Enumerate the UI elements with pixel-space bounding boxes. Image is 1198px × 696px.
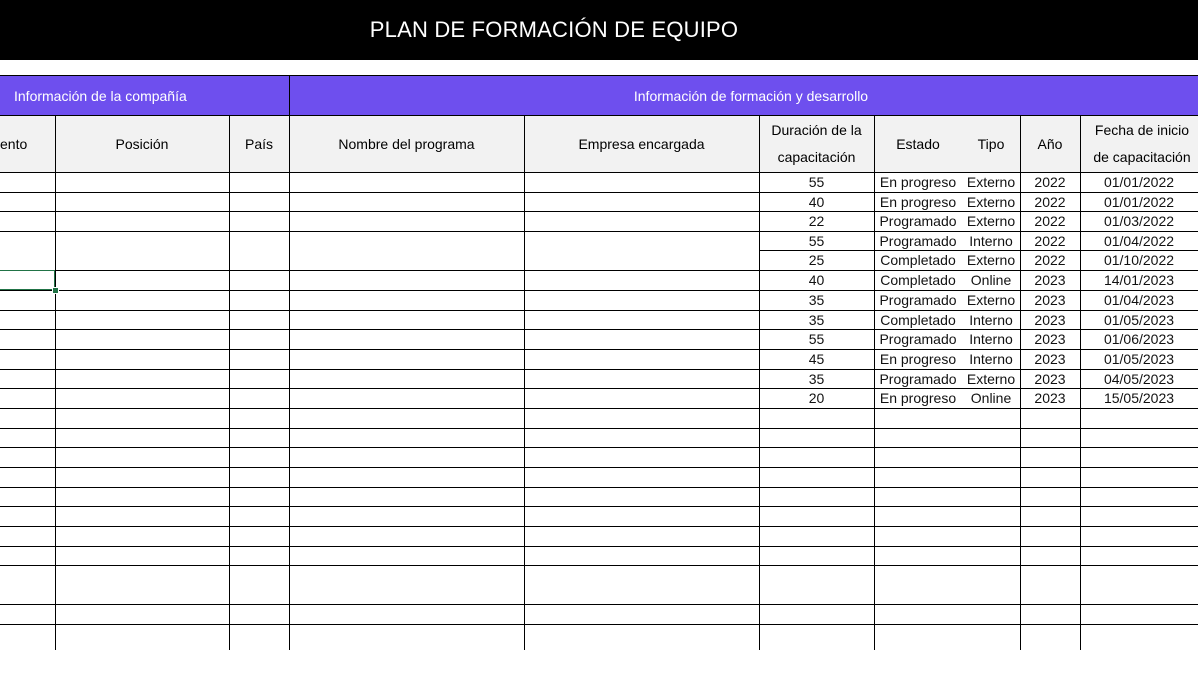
- fill-handle[interactable]: [52, 287, 59, 294]
- column-divider: [874, 116, 875, 650]
- cell-fecha[interactable]: 15/05/2023: [1103, 390, 1175, 406]
- cell-anio[interactable]: 2022: [1034, 174, 1066, 190]
- cell-fecha[interactable]: 01/05/2023: [1103, 351, 1175, 367]
- cell-estado[interactable]: Programado: [879, 213, 957, 229]
- grid-line: [0, 546, 1198, 547]
- grid-line: [0, 447, 1198, 448]
- grid-line: [0, 624, 1198, 625]
- column-divider: [1020, 116, 1021, 650]
- grid-line: [0, 526, 1198, 527]
- column-divider: [1080, 116, 1081, 650]
- grid-line: [0, 565, 1198, 566]
- grid-line: [0, 467, 1198, 468]
- cell-fecha[interactable]: 04/05/2023: [1103, 371, 1175, 387]
- grid-line: [0, 349, 1198, 350]
- grid-line: [0, 290, 1198, 291]
- cell-estado[interactable]: En progreso: [879, 194, 957, 210]
- section-border: [0, 115, 1198, 116]
- grid-line: [0, 487, 1198, 488]
- cell-tipo[interactable]: Interno: [969, 331, 1013, 347]
- grid-line: [0, 270, 1198, 271]
- cell-anio[interactable]: 2023: [1034, 331, 1066, 347]
- cell-duracion[interactable]: 22: [808, 213, 825, 229]
- cell-tipo[interactable]: Externo: [966, 292, 1016, 308]
- cell-tipo[interactable]: Online: [970, 272, 1012, 288]
- cell-tipo[interactable]: Interno: [969, 233, 1013, 249]
- section-divider: [289, 75, 290, 115]
- column-divider: [289, 116, 290, 650]
- cell-tipo[interactable]: Externo: [966, 213, 1016, 229]
- section-training-info[interactable]: Información de formación y desarrollo: [290, 76, 1198, 115]
- section-border: [0, 75, 1198, 76]
- cell-fecha[interactable]: 01/04/2023: [1103, 292, 1175, 308]
- cell-fecha[interactable]: 01/04/2022: [1103, 233, 1175, 249]
- cell-anio[interactable]: 2023: [1034, 292, 1066, 308]
- cell-estado[interactable]: Completado: [880, 252, 956, 268]
- cell-duracion[interactable]: 35: [808, 371, 825, 387]
- cell-fecha[interactable]: 01/10/2022: [1103, 252, 1175, 268]
- header-pais[interactable]: País: [229, 116, 289, 172]
- grid-line: [0, 231, 1198, 232]
- header-programa[interactable]: Nombre del programa: [289, 116, 524, 172]
- grid-line: [0, 329, 1198, 330]
- cell-anio[interactable]: 2022: [1034, 194, 1066, 210]
- grid-line: [0, 428, 1198, 429]
- cell-tipo[interactable]: Interno: [969, 312, 1013, 328]
- cell-anio[interactable]: 2023: [1034, 390, 1066, 406]
- grid-line: [0, 211, 1198, 212]
- cell-tipo[interactable]: Externo: [966, 194, 1016, 210]
- column-divider: [55, 116, 56, 650]
- grid-line: [0, 310, 1198, 311]
- cell-tipo[interactable]: Externo: [966, 174, 1016, 190]
- grid-line: [0, 192, 1198, 193]
- grid-line: [0, 506, 1198, 507]
- cell-anio[interactable]: 2022: [1034, 252, 1066, 268]
- cell-estado[interactable]: Completado: [880, 272, 956, 288]
- cell-fecha[interactable]: 01/01/2022: [1103, 194, 1175, 210]
- cell-estado[interactable]: Programado: [879, 331, 957, 347]
- cell-duracion[interactable]: 45: [808, 351, 825, 367]
- cell-estado[interactable]: Programado: [879, 233, 957, 249]
- cell-duracion[interactable]: 40: [808, 194, 825, 210]
- cell-tipo[interactable]: Externo: [966, 371, 1016, 387]
- cell-estado[interactable]: En progreso: [879, 174, 957, 190]
- header-posicion[interactable]: Posición: [55, 116, 229, 172]
- cell-anio[interactable]: 2023: [1034, 351, 1066, 367]
- cell-fecha[interactable]: 01/03/2022: [1103, 213, 1175, 229]
- cell-anio[interactable]: 2022: [1034, 213, 1066, 229]
- header-tipo[interactable]: Tipo: [962, 116, 1020, 172]
- header-duracion[interactable]: Duración de la capacitación: [759, 116, 874, 172]
- grid-line: [759, 250, 1198, 251]
- cell-duracion[interactable]: 35: [808, 292, 825, 308]
- header-empresa[interactable]: Empresa encargada: [524, 116, 759, 172]
- cell-anio[interactable]: 2023: [1034, 312, 1066, 328]
- cell-tipo[interactable]: Interno: [969, 351, 1013, 367]
- cell-tipo[interactable]: Externo: [966, 252, 1016, 268]
- cell-duracion[interactable]: 40: [808, 272, 825, 288]
- cell-duracion[interactable]: 20: [808, 390, 825, 406]
- cell-estado[interactable]: Programado: [879, 371, 957, 387]
- grid-line: [0, 388, 1198, 389]
- header-bottom-line: [0, 172, 1198, 173]
- cell-duracion[interactable]: 55: [808, 331, 825, 347]
- cell-anio[interactable]: 2022: [1034, 233, 1066, 249]
- cell-duracion[interactable]: 55: [808, 174, 825, 190]
- grid-line: [0, 408, 1198, 409]
- cell-estado[interactable]: En progreso: [879, 351, 957, 367]
- cell-fecha[interactable]: 01/06/2023: [1103, 331, 1175, 347]
- cell-fecha[interactable]: 01/05/2023: [1103, 312, 1175, 328]
- cell-estado[interactable]: Programado: [879, 292, 957, 308]
- cell-duracion[interactable]: 35: [808, 312, 825, 328]
- selected-cell[interactable]: [0, 270, 55, 290]
- header-anio[interactable]: Año: [1020, 116, 1080, 172]
- cell-duracion[interactable]: 55: [808, 233, 825, 249]
- cell-estado[interactable]: Completado: [880, 312, 956, 328]
- cell-fecha[interactable]: 14/01/2023: [1103, 272, 1175, 288]
- column-divider: [229, 116, 230, 650]
- section-company-info[interactable]: Información de la compañía: [0, 76, 290, 115]
- column-divider: [759, 116, 760, 650]
- cell-duracion[interactable]: 25: [808, 252, 825, 268]
- cell-tipo[interactable]: Online: [970, 390, 1012, 406]
- cell-anio[interactable]: 2023: [1034, 371, 1066, 387]
- grid-line: [0, 369, 1198, 370]
- sheet-title-bar: [0, 0, 1198, 60]
- sheet-title: PLAN DE FORMACIÓN DE EQUIPO: [369, 17, 739, 42]
- grid-line: [0, 604, 1198, 605]
- cell-anio[interactable]: 2023: [1034, 272, 1066, 288]
- cell-estado[interactable]: En progreso: [879, 390, 957, 406]
- header-estado[interactable]: Estado: [874, 116, 962, 172]
- cell-fecha[interactable]: 01/01/2022: [1103, 174, 1175, 190]
- column-divider: [524, 116, 525, 650]
- header-departamento[interactable]: ento: [0, 116, 55, 172]
- header-fecha-inicio[interactable]: Fecha de inicio de capacitación: [1080, 116, 1198, 172]
